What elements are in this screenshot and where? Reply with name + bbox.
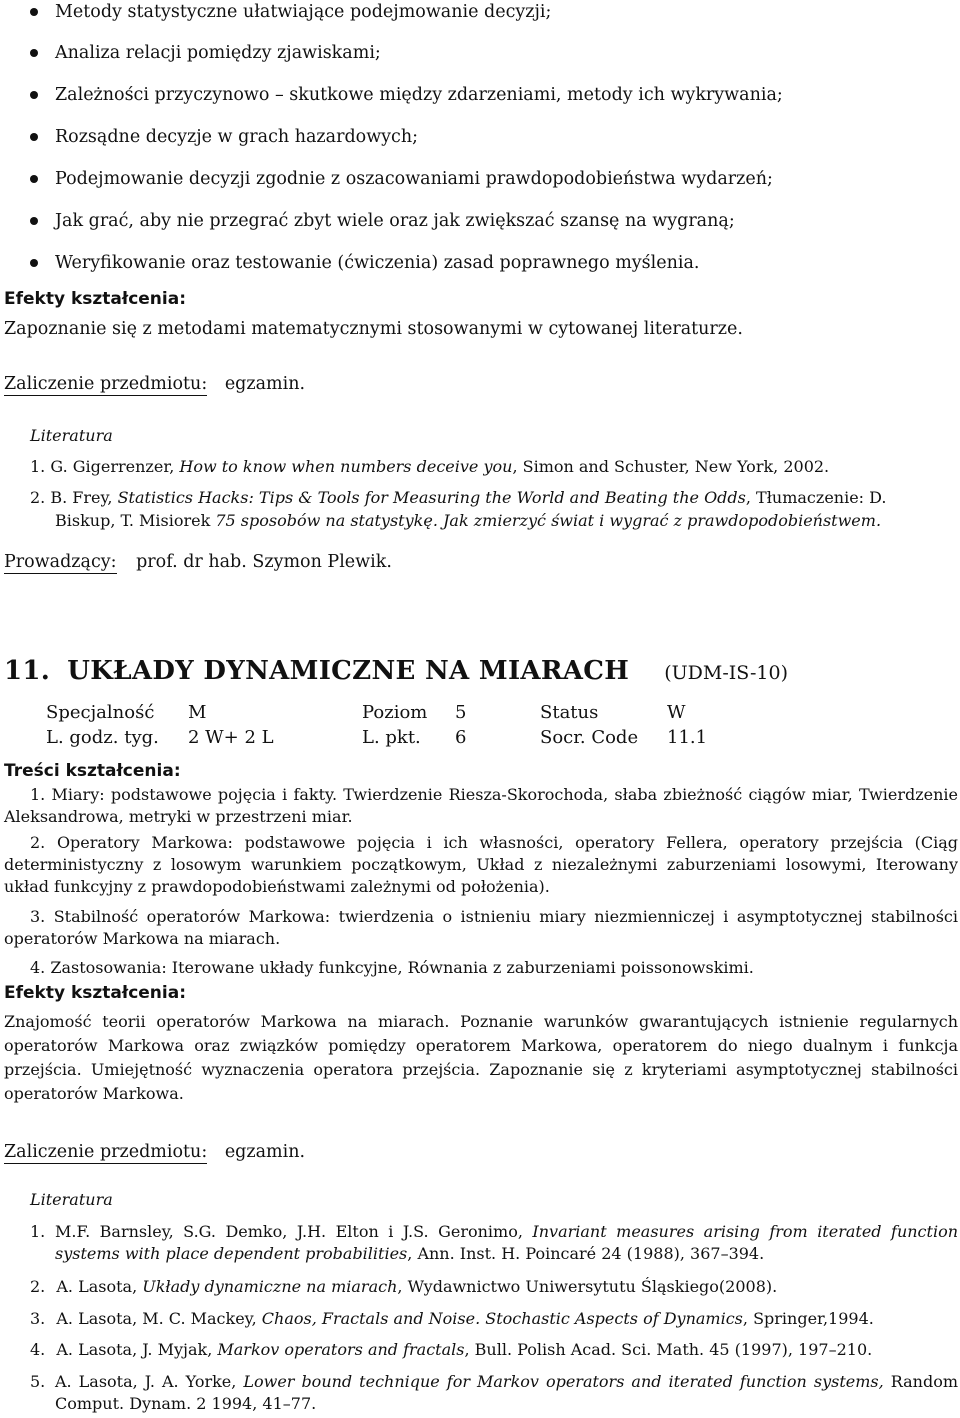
section-title: UKŁADY DYNAMICZNE NA MIARACH bbox=[67, 656, 630, 686]
literatura-item: 5. A. Lasota, J. A. Yorke, Lower bound technique for Markov operators and iterated function systems, Random Comput. Dynam. 2 1994, 41–77. bbox=[30, 1372, 959, 1413]
prowadzacy-label: Prowadzący: bbox=[4, 552, 117, 572]
efekty-text: Zapoznanie się z metodami matematycznymi stosowanymi w cytowanej literaturze. bbox=[4, 319, 743, 339]
tresci-paragraph: 2. Operatory Markowa: podstawowe pojęcia i ich własności, operatory Fellera, operatory przejścia (Ciąg deterministyczny z losowym warunkiem początkowym, Układ z niezależnymi zaburzeniami losowymi, Iterowany układ funkcyjny z prawdopodobieństwami zależnymi od położenia). bbox=[4, 833, 958, 896]
section-code: (UDM-IS-10) bbox=[664, 662, 788, 684]
prowadzacy-row bbox=[4, 551, 392, 573]
zaliczenie-value: egzamin. bbox=[224, 374, 306, 394]
bullet-icon bbox=[30, 49, 38, 57]
literatura-item: 2. B. Frey, Statistics Hacks: Tips & Tools for Measuring the World and Beating the Odds, Tłumaczenie: D. bbox=[30, 488, 887, 507]
efekty-text: Znajomość teorii operatorów Markowa na miarach. Poznanie warunków gwarantujących istnienie regularnych operatorów Markowa oraz związków pomiędzy operatorem Markowa, operatorem do niego dualnym i funkcja przejścia. Umiejętność wyznaczenia operatora przejścia. Zapoznanie się z kryteriami asymptotycznej stabilności operatorów Markowa. bbox=[4, 1012, 958, 1103]
efekty-heading: Efekty kształcenia: bbox=[4, 983, 187, 1003]
literatura-item-continuation: Biskup, T. Misiorek 75 sposobów na statystykę. Jak zmierzyć świat i wygrać z prawdopodobieństwem. bbox=[55, 511, 882, 530]
zaliczenie-row bbox=[4, 1141, 305, 1163]
bullet-icon bbox=[30, 175, 38, 183]
efekty-heading: Efekty kształcenia: bbox=[4, 289, 187, 309]
bullet-icon bbox=[30, 133, 38, 141]
zaliczenie-label: Zaliczenie przedmiotu: bbox=[4, 374, 208, 394]
tresci-paragraph: 4. Zastosowania: Iterowane układy funkcyjne, Równania z zaburzeniami poissonowskimi. bbox=[30, 958, 754, 977]
prowadzacy-value: prof. dr hab. Szymon Plewik. bbox=[136, 552, 392, 572]
bullet-icon bbox=[30, 91, 38, 99]
table-row: L. godz. tyg. 2 W+ 2 L L. pkt. 6 Socr. Code 11.1 bbox=[46, 727, 708, 748]
section-heading bbox=[4, 656, 788, 686]
bullet-icon bbox=[30, 8, 38, 16]
section-number: 11. bbox=[4, 656, 51, 686]
bullet-icon bbox=[30, 217, 38, 225]
zaliczenie-row bbox=[4, 373, 305, 395]
literatura-heading: Literatura bbox=[30, 426, 113, 445]
bullet-icon bbox=[30, 259, 38, 267]
zaliczenie-value: egzamin. bbox=[224, 1142, 306, 1162]
zaliczenie-label: Zaliczenie przedmiotu: bbox=[4, 1142, 208, 1162]
literatura-item: 2. A. Lasota, Układy dynamiczne na miarach, Wydawnictwo Uniwersytutu Śląskiego(2008). bbox=[30, 1277, 778, 1296]
document-page: Metody statystyczne ułatwiające podejmowanie decyzji; Analiza relacji pomiędzy zjawiskami; Zależności przyczynowo – skutkowe między zdarzeniami, metody ich wykrywania; Rozsądne decyzje w grach hazardowych; Podejmowanie decyzji zgodnie z oszacowaniami prawdopodobieństwa wydarzeń; Jak grać, aby nie przegrać zbyt wiele oraz jak zwiększać szansę na wygraną; Weryfikowanie oraz testowanie (ćwiczenia) zasad poprawnego myślenia. Efekty kształcenia: Zapoznanie się z metodami matematycznymi stosowanymi w cytowanej literaturze. Zaliczenie przedmiotu: egzamin. Literatura 1. G. Gigerrenzer, How to know when numbers deceive you, Simon and Schuster, New York, 2002. 2. B. Frey, Statistics Hacks: Tips & Tools for Measuring the World and Beating the Odds, Tłumaczenie: D. Biskup, T. Misiorek 75 sposobów na statystykę. Jak zmierzyć świat i wygrać z prawdopodobieństwem. Prowadzący: prof. dr hab. Szymon Plewik. 11. UKŁADY DYNAMICZNE NA MIARACH (UDM-IS-10) Specjalność M Poziom 5 Status W L. godz. tyg. 2 W+ 2 L L. pkt. 6 Socr. Code 11.1 Treści kształcenia: 1. Miary: podstawowe pojęcia i fakty. Twierdzenie Riesza-Skorochoda, słaba zbieżność ciągów miar, Twierdzenie Aleksandrowa, metryki w przestrzeni miar. 2. Operatory Markowa: podstawowe pojęcia i ich własności, operatory Fellera, operatory przejścia (Ciąg deterministyczny z losowym warunkiem początkowym, Układ z niezależnymi zaburzeniami losowymi, Iterowany układ funkcyjny z prawdopodobieństwami zależnymi od położenia). 3. Stabilność operatorów Markowa: twierdzenia o istnieniu miary niezmienniczej i asymptotycznej stabilności operatorów Markowa na miarach. 4. Zastosowania: Iterowane układy funkcyjne, Równania z zaburzeniami poissonowskimi. Efekty kształcenia: Znajomość teorii operatorów Markowa na miarach. Poznanie warunków gwarantujących istnienie regularnych operatorów Markowa oraz związków pomiędzy operatorem Markowa, operatorem do niego dualnym i funkcja przejścia. Umiejętność wyznaczenia operatora przejścia. Zapoznanie się z kryteriami asymptotycznej stabilności operatorów Markowa. Zaliczenie przedmiotu: egzamin. Literatura 1. M.F. Barnsley, S.G. Demko, J.H. Elton i J.S. Geronimo, Invariant measures arising from iterated function systems with place dependent probabilities, Ann. Inst. H. Poincaré 24 (1988), 367–394. 2. A. Lasota, Układy dynamiczne na miarach, Wydawnictwo Uniwersytutu Śląskiego(2008). 3. A. Lasota, M. C. Mackey, Chaos, Fractals and Noise. Stochastic Aspects of Dynamics, Springer,1994. 4. A. Lasota, J. Myjak, Markov operators and fractals, Bull. Polish Acad. Sci. Math. 45 (1997), 197–210. 5. A. Lasota, J. A. Yorke, Lower bound technique for Markov operators and iterated function systems, Random Comput. Dynam. 2 1994, 41–77. bbox=[4, 2, 959, 1413]
table-row: Specjalność M Poziom 5 Status W bbox=[46, 702, 686, 723]
tresci-paragraph: 3. Stabilność operatorów Markowa: twierdzenia o istnieniu miary niezmienniczej i asymptotycznej stabilności operatorów Markowa na miarach. bbox=[4, 907, 958, 948]
tresci-paragraph: 1. Miary: podstawowe pojęcia i fakty. Twierdzenie Riesza-Skorochoda, słaba zbieżność ciągów miar, Twierdzenie Aleksandrowa, metryki w przestrzeni miar. bbox=[4, 785, 958, 826]
literatura-item: 3. A. Lasota, M. C. Mackey, Chaos, Fractals and Noise. Stochastic Aspects of Dynamics, Springer,1994. bbox=[30, 1309, 874, 1328]
literatura-heading: Literatura bbox=[30, 1190, 113, 1209]
literatura-item: 1. G. Gigerrenzer, How to know when numbers deceive you, Simon and Schuster, New York, 2002. bbox=[30, 457, 830, 476]
literatura-item: 1. M.F. Barnsley, S.G. Demko, J.H. Elton i J.S. Geronimo, Invariant measures arising from iterated function systems with place dependent probabilities, Ann. Inst. H. Poincaré 24 (1988), 367–394. bbox=[30, 1222, 959, 1263]
literatura-item: 4. A. Lasota, J. Myjak, Markov operators and fractals, Bull. Polish Acad. Sci. Math. 45 (1997), 197–210. bbox=[30, 1340, 873, 1359]
tresci-heading: Treści kształcenia: bbox=[4, 761, 181, 781]
course-meta-table bbox=[46, 700, 707, 750]
